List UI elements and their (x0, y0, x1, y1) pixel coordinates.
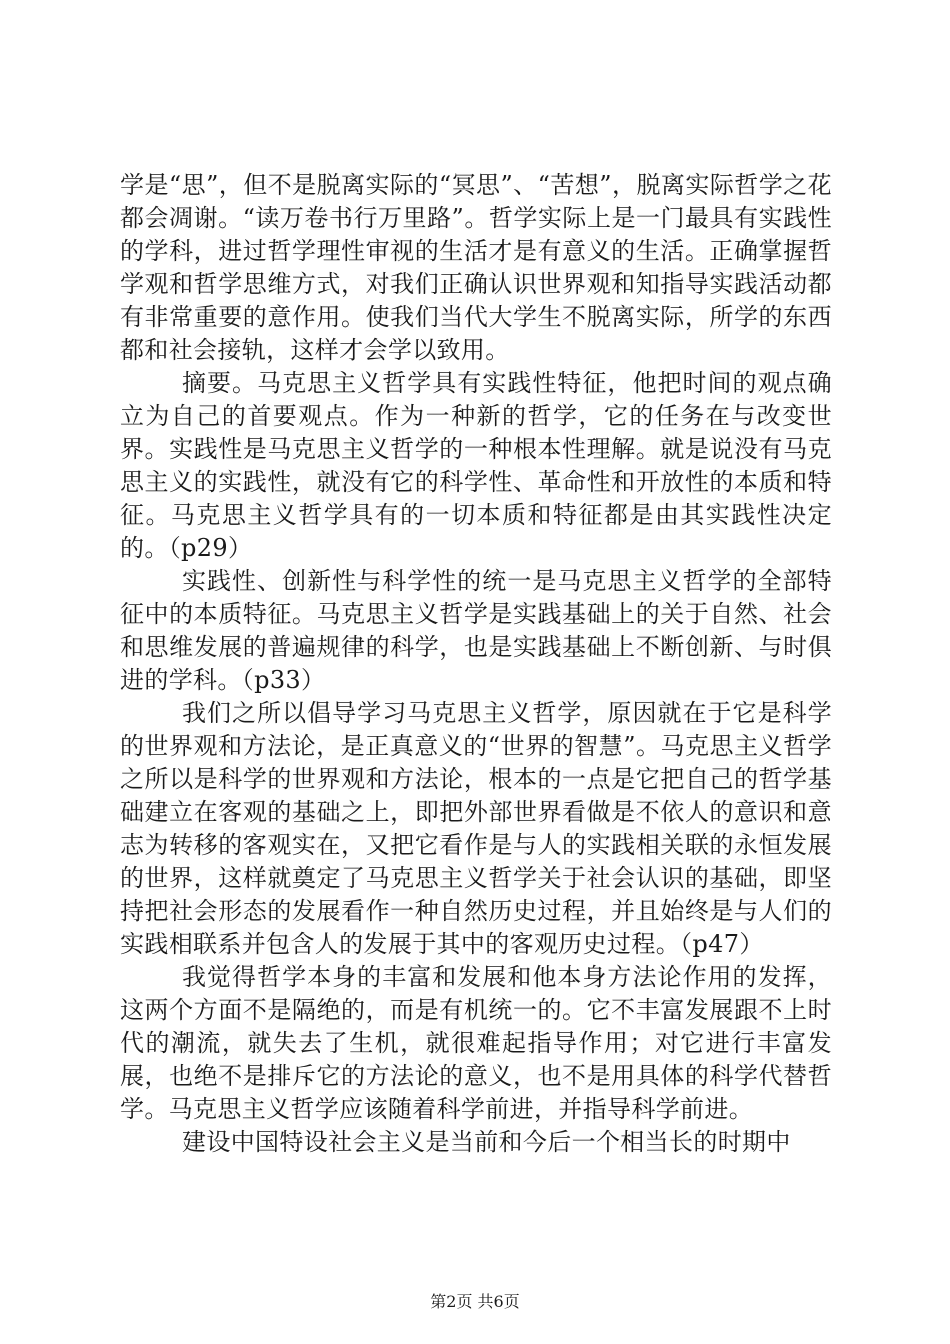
paragraph-abstract: 摘要。马克思主义哲学具有实践性特征，他把时间的观点确立为自己的首要观点。作为一种新的哲学，它的任务在与改变世界。实践性是马克思主义哲学的一种根本性理解。就是说没有马克思主义的实践性，就没有它的科学性、革命性和开放性的本质和特征。马克思主义哲学具有的一切本质和特征都是由其实践性决定的。（p29） (120, 369, 832, 562)
paragraph-methodology: 我觉得哲学本身的丰富和发展和他本身方法论作用的发挥，这两个方面不是隔绝的，而是有机统一的。它不丰富发展跟不上时代的潮流，就失去了生机，就很难起指导作用；对它进行丰富发展，也绝不是排斥它的方法论的意义，也不是用具体的科学代替哲学。马克思主义哲学应该随着科学前进，并指导科学前进。 (120, 963, 832, 1123)
paragraph-practice-innovation: 实践性、创新性与科学性的统一是马克思主义哲学的全部特征中的本质特征。马克思主义哲学是实践基础上的关于自然、社会和思维发展的普遍规律的科学，也是实践基础上不断创新、与时俱进的学科。（p33） (120, 567, 832, 694)
paragraph-socialism: 建设中国特设社会主义是当前和今后一个相当长的时期中 (182, 1128, 791, 1156)
page-footer: 第2页 共6页 (430, 1292, 520, 1311)
paragraph-world-wisdom: 我们之所以倡导学习马克思主义哲学，原因就在于它是科学的世界观和方法论，是正真意义的“世界的智慧”。马克思主义哲学之所以是科学的世界观和方法论，根本的一点是它把自己的哲学基础建立在客观的基础之上，即把外部世界看做是不依人的意识和意志为转移的客观实在，又把它看作是与人的实践相关联的永恒发展的世界，这样就奠定了马克思主义哲学关于社会认识的基础，即坚持把社会形态的发展看作一种自然历史过程，并且始终是与人们的实践相联系并包含人的发展于其中的客观历史过程。（p47） (120, 699, 832, 958)
paragraph-continued: 学是“思”，但不是脱离实际的“冥思”、“苦想”，脱离实际哲学之花都会凋谢。“读万卷书行万里路”。哲学实际上是一门最具有实践性的学科，进过哲学理性审视的生活才是有意义的生活。正确掌握哲学观和哲学思维方式，对我们正确认识世界观和知指导实践活动都有非常重要的意作用。使我们当代大学生不脱离实际，所学的东西都和社会接轨，这样才会学以致用。 (120, 171, 832, 364)
document-body (120, 169, 832, 1159)
